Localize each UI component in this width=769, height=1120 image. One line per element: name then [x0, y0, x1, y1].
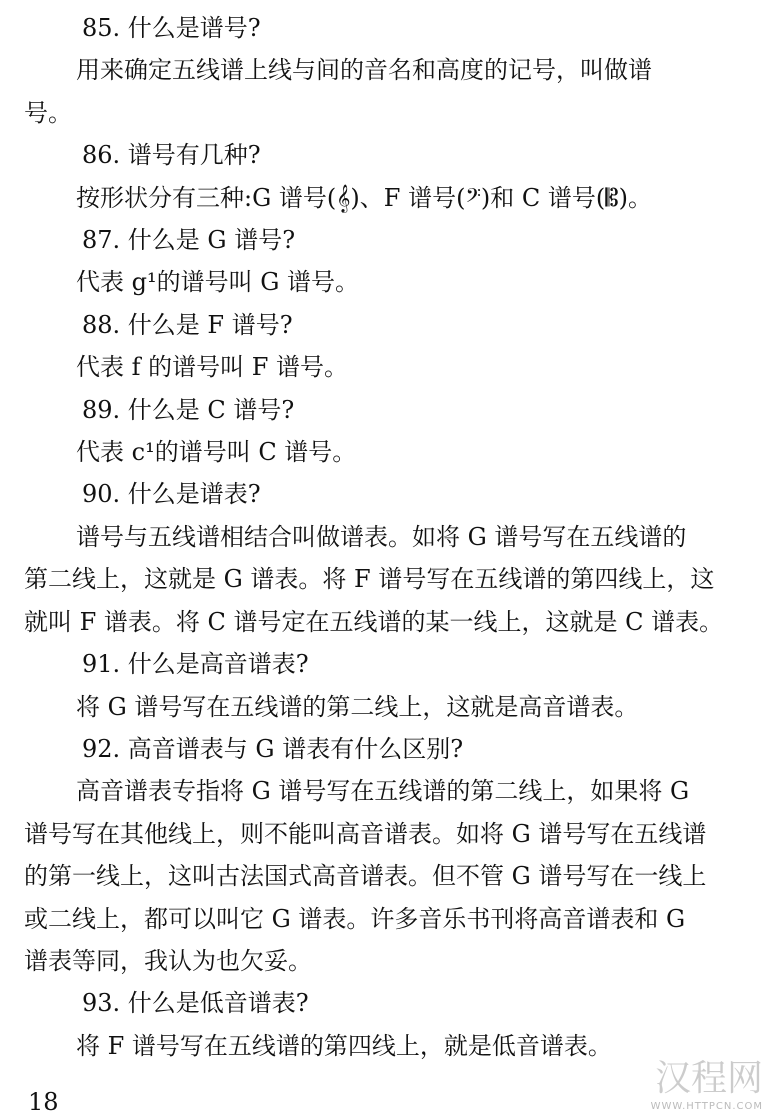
answer-line: 谱表等同，我认为也欠妥。: [24, 946, 312, 975]
answer-line: 第二线上，这就是 G 谱表。将 F 谱号写在五线谱的第四线上，这: [24, 565, 715, 594]
question-heading: 92. 高音谱表与 G 谱表有什么区别?: [82, 734, 464, 763]
answer-line: 就叫 F 谱表。将 C 谱号定在五线谱的某一线上，这就是 C 谱表。: [24, 607, 724, 636]
answer-line: 高音谱表专指将 G 谱号写在五线谱的第二线上，如果将 G: [76, 777, 690, 806]
answer-line: 按形状分有三种:G 谱号(𝄞)、F 谱号(𝄢)和 C 谱号(𝄡)。: [76, 183, 652, 212]
question-heading: 85. 什么是谱号?: [82, 14, 261, 42]
watermark-text: 汉程网: [654, 1058, 763, 1099]
document-page: [0, 7, 769, 1067]
question-heading: 86. 谱号有几种?: [82, 141, 261, 170]
answer-line: 将 F 谱号写在五线谱的第四线上，就是低音谱表。: [76, 1031, 612, 1060]
answer-line: 或二线上，都可以叫它 G 谱表。许多音乐书刊将高音谱表和 G: [24, 904, 686, 933]
question-heading: 87. 什么是 G 谱号?: [82, 226, 296, 255]
answer-line: 将 G 谱号写在五线谱的第二线上，这就是高音谱表。: [76, 692, 639, 721]
question-heading: 93. 什么是低音谱表?: [82, 989, 309, 1018]
answer-line: 谱号与五线谱相结合叫做谱表。如将 G 谱号写在五线谱的: [76, 522, 687, 551]
question-heading: 89. 什么是 C 谱号?: [82, 395, 295, 424]
question-heading: 91. 什么是高音谱表?: [82, 650, 309, 679]
watermark: [651, 1050, 763, 1112]
answer-line: 用来确定五线谱上线与间的音名和高度的记号，叫做谱: [76, 56, 652, 85]
answer-line: 谱号写在其他线上，则不能叫高音谱表。如将 G 谱号写在五线谱: [24, 819, 707, 848]
answer-line: 代表 g¹的谱号叫 G 谱号。: [76, 268, 360, 297]
page-number: 18: [28, 1088, 59, 1116]
answer-line: 号。: [24, 98, 72, 127]
answer-line: 的第一线上，这叫古法国式高音谱表。但不管 G 谱号写在一线上: [24, 862, 707, 891]
question-heading: 88. 什么是 F 谱号?: [82, 310, 293, 339]
watermark-url: WWW.HTTPCN.COM: [650, 1101, 763, 1112]
question-heading: 90. 什么是谱表?: [82, 480, 261, 509]
answer-line: 代表 c¹的谱号叫 C 谱号。: [76, 438, 357, 467]
answer-line: 代表 f 的谱号叫 F 谱号。: [76, 353, 349, 382]
